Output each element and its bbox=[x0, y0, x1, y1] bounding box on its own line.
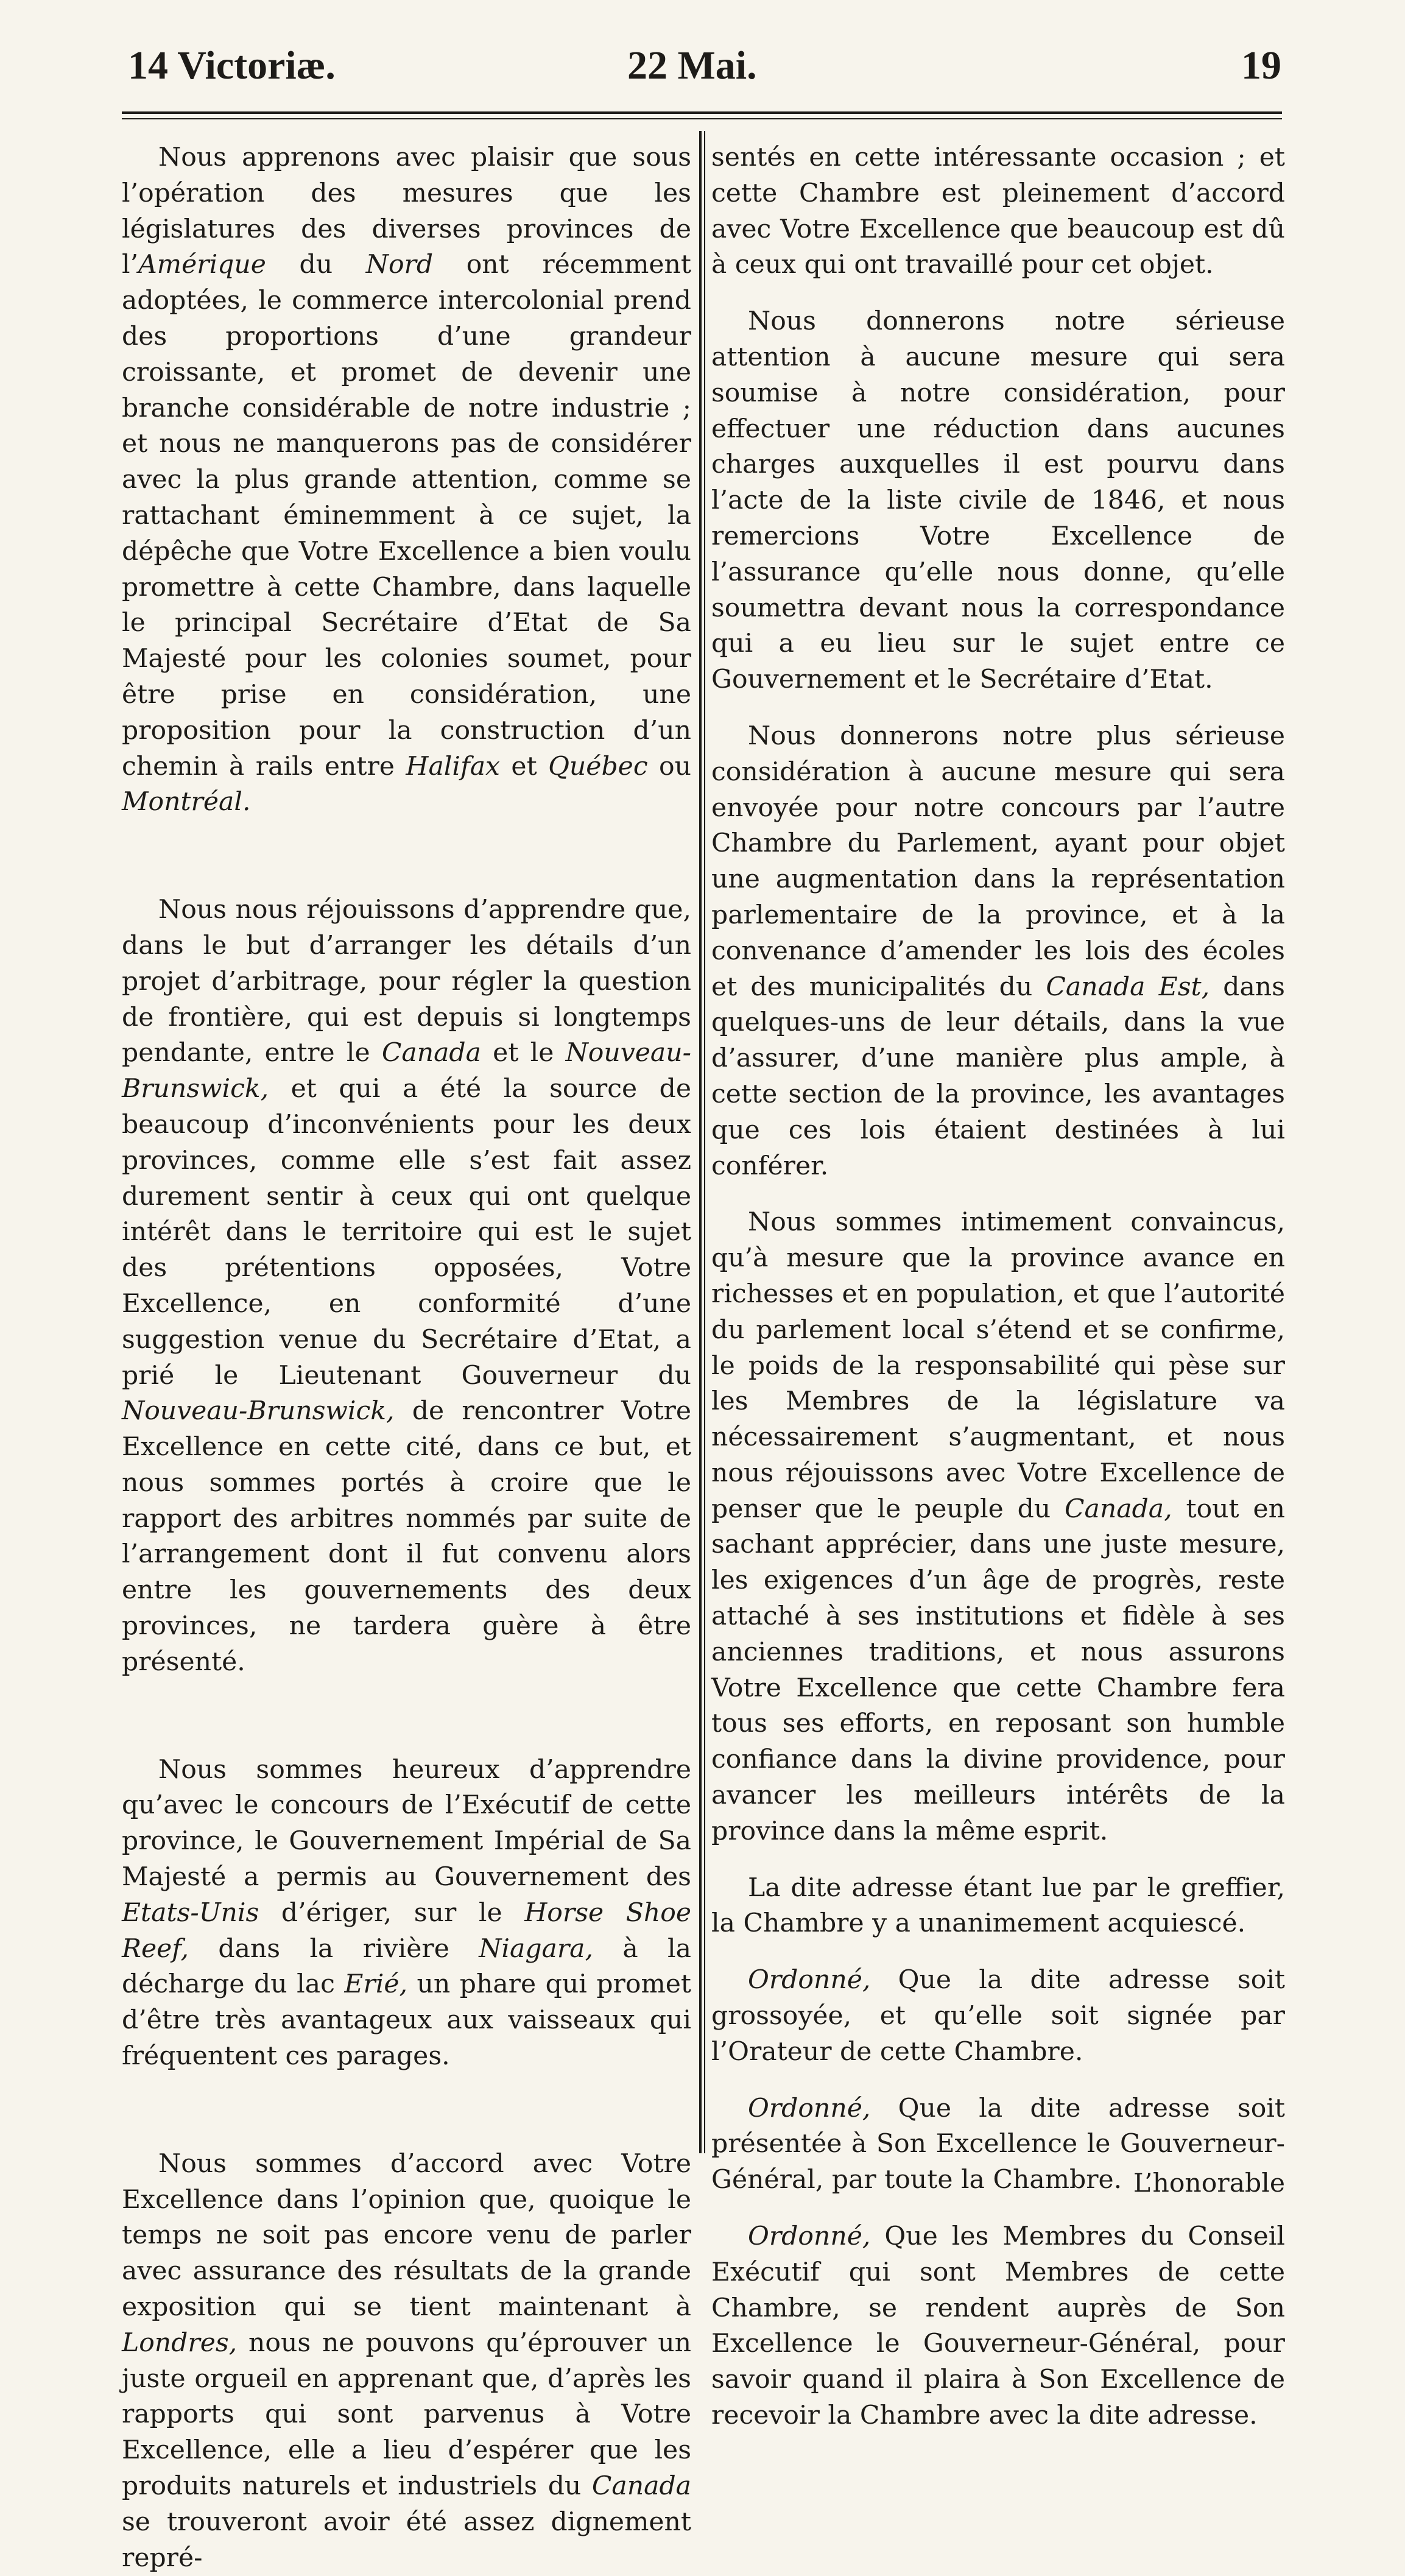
left-column bbox=[122, 140, 691, 2576]
column-divider-thin bbox=[704, 131, 705, 2153]
paragraph bbox=[711, 1205, 1285, 1849]
text-run: du bbox=[266, 250, 366, 280]
text-run: Que la dite adresse soit présentée à Son Excellence le Gouverneur-Général, par toute la Chambre. bbox=[711, 2093, 1285, 2195]
text-run: d’ériger, sur le bbox=[259, 1897, 525, 1928]
paragraph bbox=[122, 892, 691, 1681]
italic-text-run: Québec bbox=[548, 751, 648, 782]
paragraph bbox=[711, 304, 1285, 698]
text-run: Nous sommes intimement convaincus, qu’à mesure que la province avance en richesses et en population, et que l’autorité du parlement local s’étend et se confirme, le poids de la responsabilité qui pèse sur les Membres de la législature va nécessairement s’augmentant, et nous nous réjouissons avec Votre Excellence de penser que le peuple du bbox=[711, 1207, 1285, 1524]
italic-text-run: Amérique bbox=[138, 250, 266, 280]
italic-text-run: Erié, bbox=[344, 1969, 407, 2000]
catchword: L’honorable bbox=[1133, 2168, 1285, 2198]
text-run: Nous sommes d’accord avec Votre Excellence dans l’opinion que, quoique le temps ne soit pas encore venu de parler avec assurance des résultats de la grande exposition qui se tient maintenant à bbox=[122, 2148, 691, 2323]
italic-text-run: Etats-Unis bbox=[122, 1897, 259, 1928]
italic-text-run: Canada Est, bbox=[1046, 972, 1210, 1002]
paragraph bbox=[711, 2219, 1285, 2434]
text-run: Que les Membres du Conseil Exécutif qui sont Membres de cette Chambre, se rendent auprès de Son Excellence le Gouverneur-Général, pour savoir quand il plaira à Son Excellence de recevoir la Chambre avec la dite adresse. bbox=[711, 2221, 1285, 2431]
text-run: Que la dite adresse soit grossoyée, et qu’elle soit signée par l’Orateur de cette Chambre. bbox=[711, 1965, 1285, 2067]
column-divider bbox=[699, 131, 702, 2153]
text-run: et qui a été la source de beaucoup d’inconvénients pour les deux provinces, comme elle s’est fait assez durement sentir à ceux qui ont quelque intérêt dans le territoire qui est le sujet des prétentions opposées, Votre Excellence, en conformité d’une suggestion venue du Secrétaire d’Etat, a prié le Lieutenant Gouverneur du bbox=[122, 1074, 691, 1391]
paragraph bbox=[711, 140, 1285, 283]
italic-text-run: Londres, bbox=[122, 2327, 238, 2358]
italic-text-run: Nouveau-Brunswick, bbox=[122, 1396, 395, 1427]
italic-text-run: Horse Shoe Reef, bbox=[122, 1897, 691, 1964]
text-run: dans la rivière bbox=[189, 1933, 479, 1964]
text-run: sentés en cette intéressante occasion ; et cette Chambre est pleinement d’accord avec Votre Excellence que beaucoup est dû à ceux qui ont travaillé pour cet objet. bbox=[711, 143, 1285, 280]
paragraph bbox=[711, 1963, 1285, 2070]
text-run: un phare qui promet d’être très avantageux aux vaisseaux qui fréquentent ces parages. bbox=[122, 1969, 691, 2072]
text-run: Nous sommes heureux d’apprendre qu’avec le concours de l’Exécutif de cette province, le Gouvernement Impérial de Sa Majesté a permis au Gouvernement des bbox=[122, 1754, 691, 1893]
text-run: Nous donnerons notre sérieuse attention à aucune mesure qui sera soumise à notre considération, pour effectuer une réduction dans aucunes charges auxquelles il est pourvu dans l’acte de la liste civile de 1846, et nous remercions Votre Excellence de l’assurance qu’elle nous donne, qu’elle soumettra devant nous la correspondance qui a eu lieu sur le sujet entre ce Gouvernement et le Secrétaire d’Etat. bbox=[711, 306, 1285, 695]
paragraph bbox=[711, 1871, 1285, 1943]
text-run: à la décharge du lac bbox=[122, 1933, 691, 2000]
text-run: ou bbox=[647, 751, 692, 782]
italic-text-run: Nouveau-Brunswick, bbox=[122, 1038, 691, 1104]
text-run: La dite adresse étant lue par le greffier, la Chambre y a unanimement acquiescé. bbox=[711, 1872, 1285, 1939]
paragraph bbox=[711, 719, 1285, 1184]
page-header bbox=[122, 24, 1279, 97]
paragraph bbox=[122, 2147, 691, 2576]
italic-text-run: Nord bbox=[365, 250, 434, 280]
text-run: ont récemment adoptées, le commerce intercolonial prend des proportions d’une grandeur croissante, et promet de devenir une branche considérable de notre industrie ; et nous ne manquerons pas de considérer avec la plus grande attention, comme se rattachant éminemment à ce sujet, la dépêche que Votre Excellence a bien voulu promettre à cette Chambre, dans laquelle le principal Secrétaire d’Etat de Sa Majesté pour les colonies soumet, pour être prise en considération, une proposition pour la construction d’un chemin à rails entre bbox=[122, 250, 691, 782]
text-run: tout en sachant apprécier, dans une juste mesure, les exigences d’un âge de progrès, reste attaché à ses institutions et fidèle à ses anciennes traditions, et nous assurons Votre Excellence que cette Chambre fera tous ses efforts, en reposant son humble confiance dans la divine providence, pour avancer les meilleurs intérêts de la province dans la même esprit. bbox=[711, 1494, 1285, 1846]
text-run: Nous nous réjouissons d’apprendre que, dans le but d’arranger les détails d’un projet d’arbitrage, pour régler la question de frontière, qui est depuis si longtemps pendante, entre le bbox=[122, 895, 691, 1068]
italic-text-run: Ordonné, bbox=[748, 2093, 871, 2123]
text-run: se trouveront avoir été assez dignement repré- bbox=[122, 2507, 691, 2573]
italic-text-run: Halifax bbox=[406, 751, 500, 782]
paragraph bbox=[122, 140, 691, 820]
italic-text-run: Ordonné, bbox=[748, 1965, 871, 1996]
text-run: et bbox=[500, 751, 549, 782]
paragraph bbox=[122, 1752, 691, 2075]
text-run: Nous donnerons notre plus sérieuse considération à aucune mesure qui sera envoyée pour notre concours par l’autre Chambre du Parlement, ayant pour objet une augmentation dans la représentation parlementaire de la province, et à la convenance d’amender les lois des écoles et des municipalités du bbox=[711, 721, 1285, 1002]
header-rule-thick bbox=[122, 111, 1282, 114]
italic-text-run: Canada, bbox=[1065, 1494, 1172, 1524]
header-date: 22 Mai. bbox=[627, 43, 757, 88]
text-run: dans quelques-uns de leur détails, dans la vue d’assurer, d’une manière plus ample, à cette section de la province, les avantages que ces lois étaient destinées à lui conférer. bbox=[711, 972, 1285, 1181]
text-run: Nous apprenons avec plaisir que sous l’opération des mesures que les législatures des diverses provinces de l’ bbox=[122, 143, 691, 280]
text-run: et le bbox=[481, 1038, 566, 1068]
page-number: 19 bbox=[1241, 43, 1281, 88]
header-rule-thin bbox=[122, 118, 1282, 119]
italic-text-run: Montréal. bbox=[122, 787, 251, 817]
header-year: 14 Victoriæ. bbox=[128, 43, 336, 88]
text-run: nous ne pouvons qu’éprouver un juste orgueil en apprenant que, d’après les rapports qui sont parvenus à Votre Excellence, elle a lieu d’espérer que les produits naturels et industriels du bbox=[122, 2327, 691, 2502]
italic-text-run: Canada bbox=[591, 2471, 691, 2502]
italic-text-run: Niagara, bbox=[479, 1933, 594, 1964]
right-column bbox=[711, 140, 1285, 2434]
text-run: de rencontrer Votre Excellence en cette cité, dans ce but, et nous sommes portés à croire que le rapport des arbitres nommés par suite de l’arrangement dont il fut convenu alors entre les gouvernements des deux provinces, ne tardera guère à être présenté. bbox=[122, 1396, 691, 1677]
italic-text-run: Canada bbox=[381, 1038, 481, 1068]
italic-text-run: Ordonné, bbox=[748, 2221, 871, 2252]
